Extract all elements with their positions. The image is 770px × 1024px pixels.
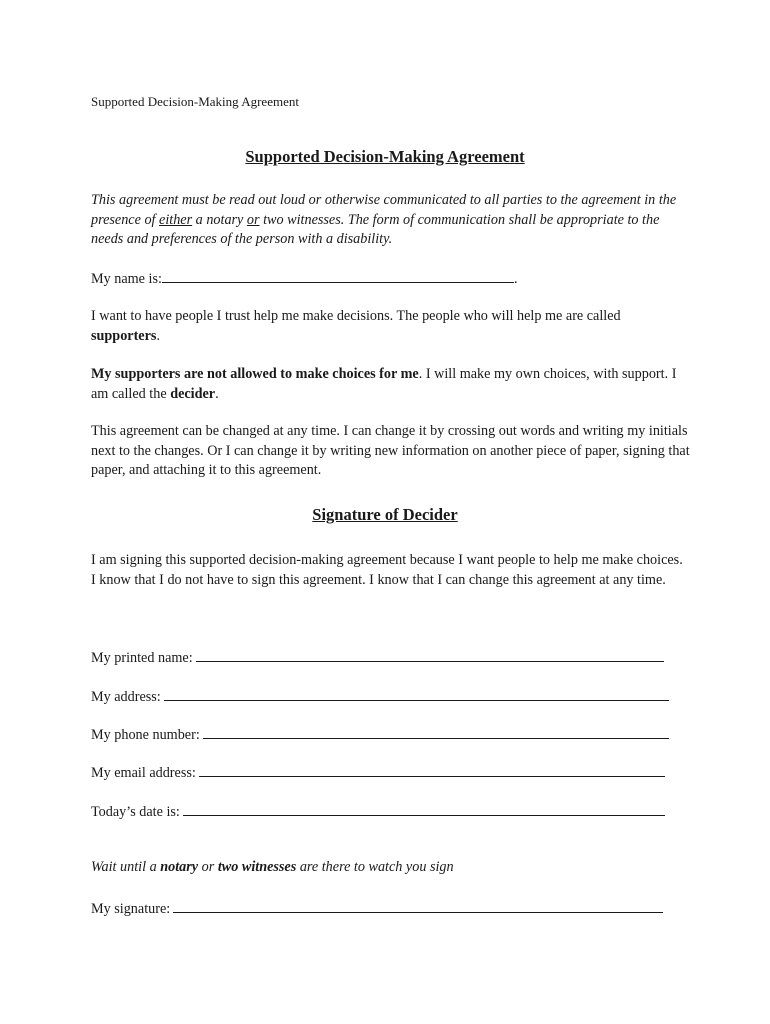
intro-text-1: This agreement must be read out loud or otherwise communicated to all parties to the agreement in the presence of <box>91 192 677 228</box>
document-title: Supported Decision-Making Agreement <box>245 147 525 166</box>
decider-bold-1: My supporters are not allowed to make choices for me <box>91 366 419 382</box>
decider-text: . I will make my own choices, with support. I am called the <box>91 366 677 402</box>
wait-notary: notary <box>160 859 199 875</box>
name-field-blank[interactable] <box>162 268 514 283</box>
signature-row <box>91 898 663 920</box>
address-label: My address: <box>91 689 161 705</box>
printed-name-row <box>91 647 664 669</box>
wait-witnesses: two witnesses <box>217 859 297 875</box>
email-label: My email address: <box>91 765 196 781</box>
supporters-text: I want to have people I trust help me make decisions. The people who will help me are called <box>91 308 621 324</box>
wait-text-1: Wait until a <box>91 859 161 875</box>
date-label: Today’s date is: <box>91 804 180 820</box>
date-blank[interactable] <box>183 801 665 816</box>
supporters-paragraph <box>91 307 691 346</box>
phone-row <box>91 724 669 746</box>
supporters-bold: supporters <box>91 327 157 344</box>
change-paragraph: This agreement can be changed at any time. I can change it by crossing out words and writing my initials next to the changes. Or I can change it by writing new information on another piece of paper, signing that paper, and attaching it to this agreement. <box>91 423 690 479</box>
running-header: Supported Decision-Making Agreement <box>91 94 299 109</box>
email-blank[interactable] <box>199 762 665 777</box>
decider-bold-2: decider <box>170 385 216 402</box>
phone-label: My phone number: <box>91 727 200 743</box>
intro-text-3: two witnesses. The form of communication shall be appropriate to the needs and preferences of the person with a disability. <box>91 211 660 248</box>
address-row <box>91 686 669 708</box>
name-field-label: My name is: <box>91 271 162 287</box>
section-title-signature: Signature of Decider <box>312 505 458 524</box>
signature-label: My signature: <box>91 901 171 917</box>
intro-or: or <box>246 211 260 228</box>
intro-paragraph <box>91 191 691 250</box>
wait-text-3: are there to watch you sign <box>296 859 454 875</box>
wait-text-2: or <box>198 859 218 875</box>
intro-either: either <box>159 211 193 228</box>
phone-blank[interactable] <box>203 724 669 739</box>
email-row <box>91 762 665 784</box>
intro-text-2: a notary <box>192 211 247 228</box>
date-row <box>91 801 665 823</box>
printed-name-blank[interactable] <box>196 647 664 662</box>
decider-paragraph <box>91 365 691 404</box>
decider-end: . <box>215 385 219 402</box>
printed-name-label: My printed name: <box>91 650 193 666</box>
name-field-suffix: . <box>513 271 518 287</box>
wait-note <box>91 858 691 878</box>
signature-blank[interactable] <box>173 898 663 913</box>
name-field-row <box>91 268 517 290</box>
supporters-end: . <box>156 327 160 344</box>
signing-paragraph: I am signing this supported decision-making agreement because I want people to help me make choices. I know that I do not have to sign this agreement. I know that I can change this agreement at any time. <box>91 552 683 588</box>
address-blank[interactable] <box>164 686 669 701</box>
